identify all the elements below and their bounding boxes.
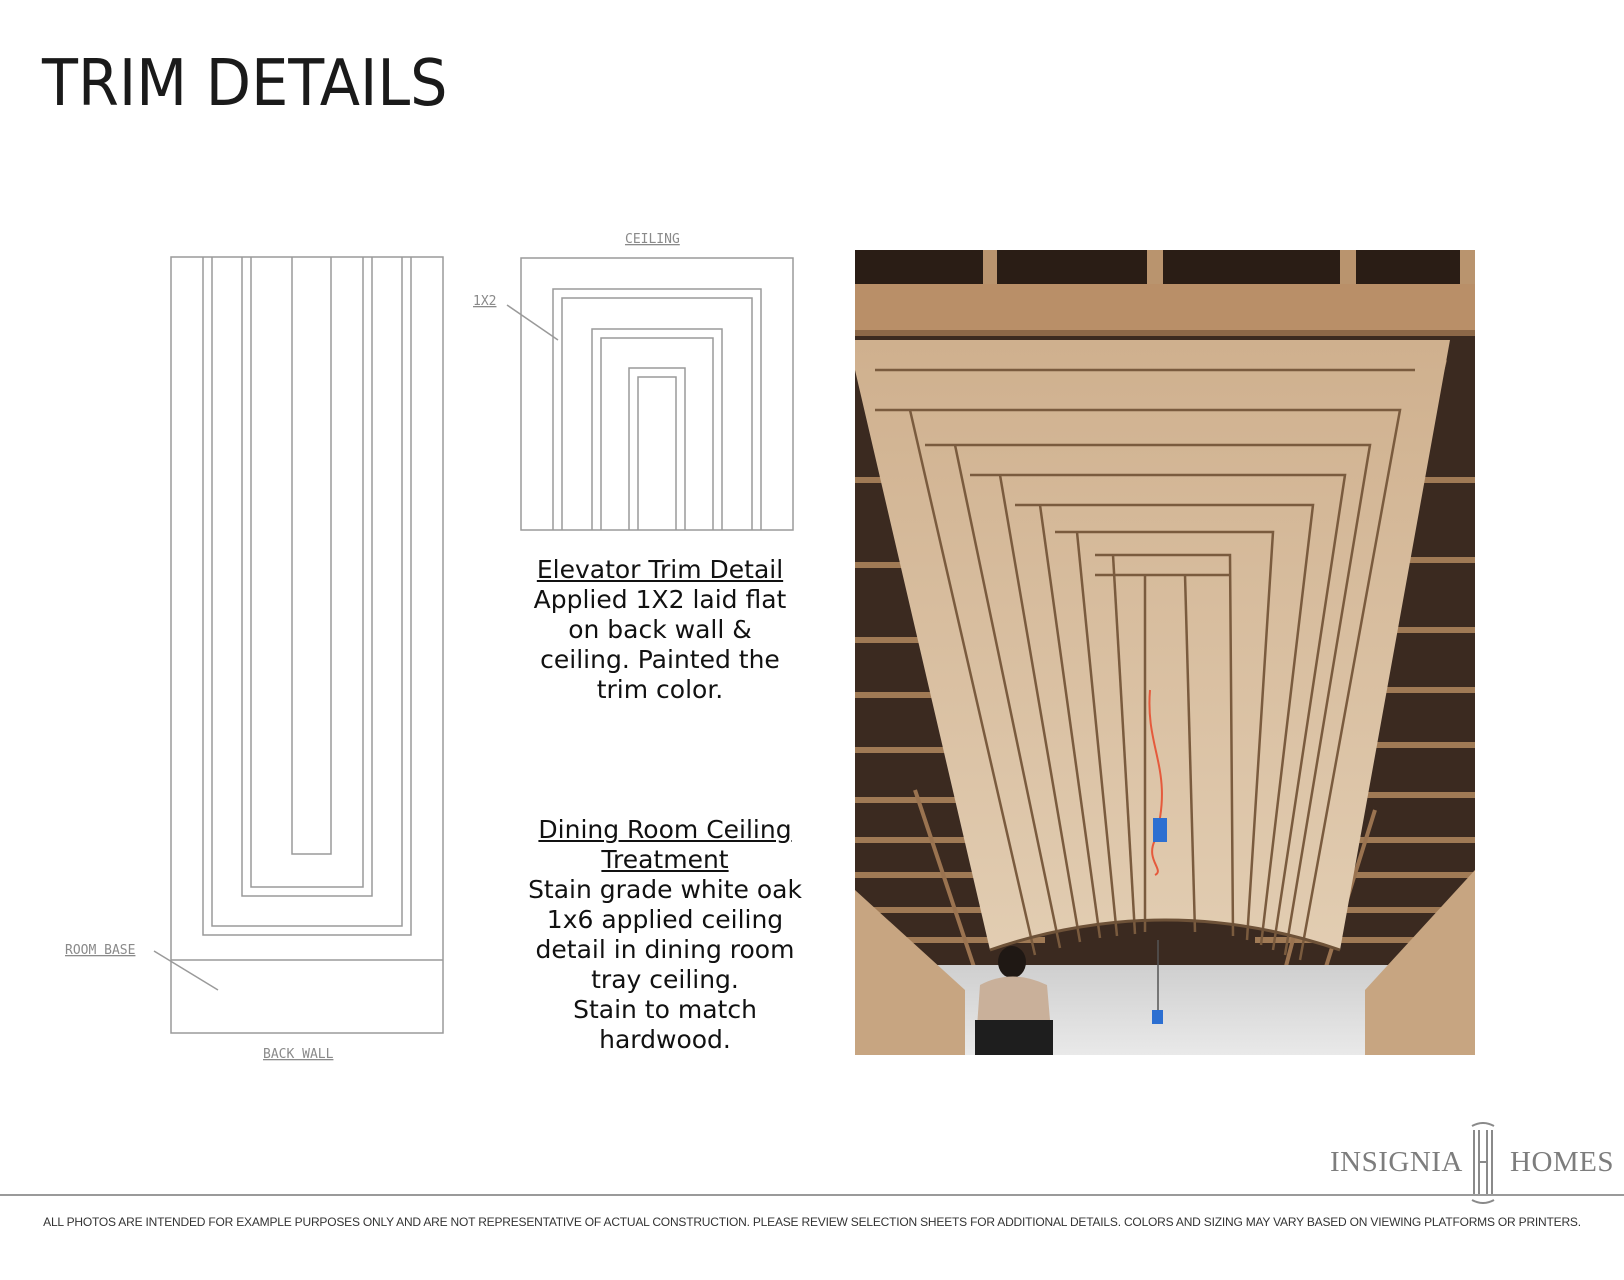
ceiling-label: CEILING: [625, 232, 680, 247]
ceiling-drawing: [465, 225, 805, 535]
dining-caption-line: hardwood.: [599, 1025, 731, 1054]
dining-ceiling-caption: [515, 815, 815, 1055]
logo-left-word: INSIGNIA: [1330, 1146, 1463, 1178]
elevator-caption-title: Elevator Trim Detail: [536, 555, 784, 584]
footer-disclaimer: ALL PHOTOS ARE INTENDED FOR EXAMPLE PURPOSES ONLY AND ARE NOT REPRESENTATIVE OF ACTUAL CONSTRUCTION. PLEASE REVIEW SELECTION SHEETS FOR ADDITIONAL DETAILS. COLORS AND SIZING MAY VARY BASED ON VIEWING PLATFORMS OR PRINTERS.: [43, 1215, 1581, 1229]
elevator-caption-line: trim color.: [596, 675, 724, 704]
insignia-homes-logo: [1330, 1122, 1624, 1204]
dining-caption-line: Stain grade white oak: [528, 875, 802, 904]
room-base-label: ROOM BASE: [65, 943, 136, 958]
elevator-trim-caption: [510, 555, 810, 705]
ceiling-photo: [855, 250, 1475, 1055]
back-wall-drawing: [50, 240, 460, 1070]
elevator-caption-line: ceiling. Painted the: [540, 645, 780, 674]
elevator-caption-line: on back wall &: [568, 615, 752, 644]
back-wall-label: BACK WALL: [263, 1047, 334, 1062]
footer-divider: [0, 1194, 1624, 1196]
page-title: TRIM DETAILS: [42, 47, 448, 121]
dining-caption-line: tray ceiling.: [591, 965, 739, 994]
dining-caption-title: Treatment: [601, 845, 729, 874]
ih-monogram-icon: [1460, 1122, 1506, 1204]
ceiling-photo-illustration: [855, 250, 1475, 1055]
dining-caption-line: detail in dining room: [535, 935, 795, 964]
trim-1x2-label: 1X2: [473, 294, 497, 309]
dining-caption-line: 1x6 applied ceiling: [546, 905, 784, 934]
dining-caption-line: Stain to match: [573, 995, 757, 1024]
logo-right-word: HOMES: [1510, 1146, 1615, 1178]
dining-caption-title: Dining Room Ceiling: [538, 815, 792, 844]
elevator-caption-line: Applied 1X2 laid flat: [533, 585, 787, 614]
